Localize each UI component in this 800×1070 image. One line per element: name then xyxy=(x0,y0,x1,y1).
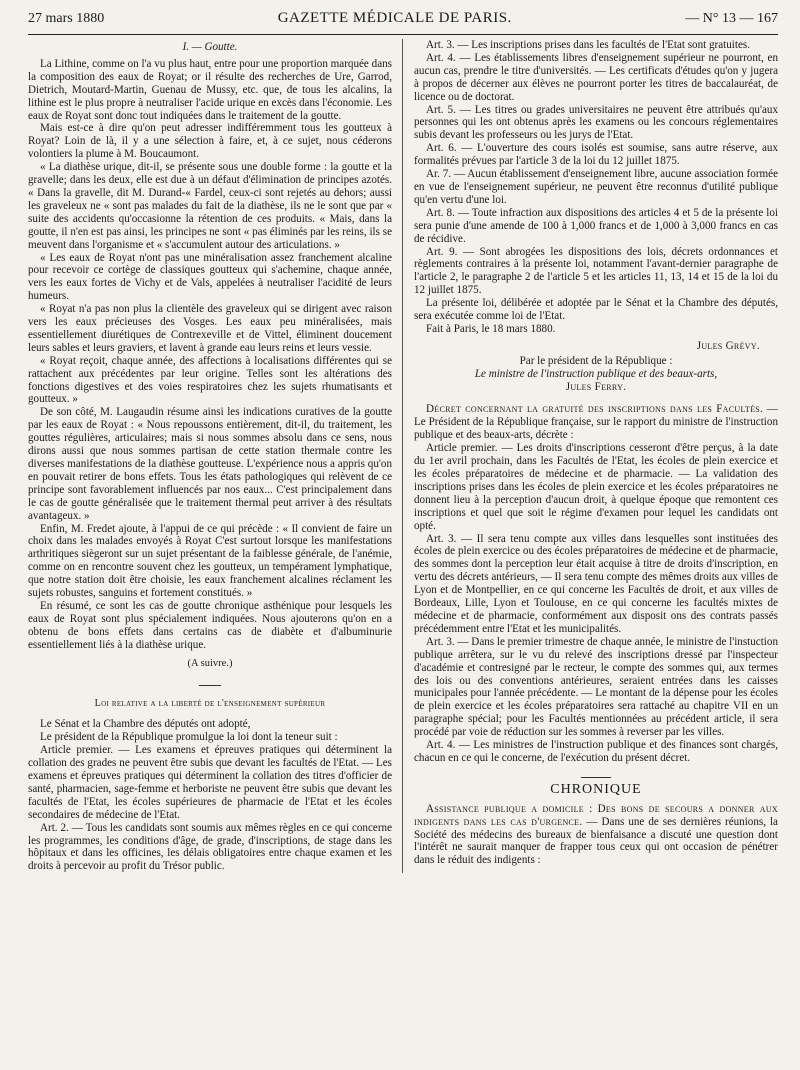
header-date: 27 mars 1880 xyxy=(28,11,105,26)
decree-title: Décret concernant la gratuité des inscriptions dans les Facultés. xyxy=(426,403,764,416)
law-date: Fait à Paris, le 18 mars 1880. xyxy=(426,322,556,335)
article-paragraph: Mais est-ce à dire qu'on peut adresser indifféremment tous les goutteux à Royat? Loin de là, il y a une sélection à faire, et, à ce sujet, nous céderons volontiers la plume à M. Boucaumont. xyxy=(28,122,392,161)
header-rule xyxy=(28,34,778,35)
article-paragraph: Enfin, M. Fredet ajoute, à l'appui de ce qui précède : « Il convient de faire un choix dans les malades envoyés à Royat C'est surtout lorsque les manifestations arthritiques siègeront sur un sujet présentant de la faiblesse générale, de l'anémie, comme on en rencontre souvent chez les goutteux, un tempérament lymphatique, que notre station doit être choisie, les eaux franchement alcalines réclament les sujets robustes, sanguins et fortement constitués. » xyxy=(28,522,392,600)
law-paragraph: Le Sénat et la Chambre des députés ont adopté, xyxy=(40,718,251,731)
law-article: Art. 6. — L'ouverture des cours isolés est soumise, sans autre réserve, aux formalités prévues par l'article 3 de la loi du 12 juillet 1875. xyxy=(414,142,778,168)
to-be-continued: (A suivre.) xyxy=(187,657,233,669)
minister-line: Le ministre de l'instruction publique et des beaux-arts, xyxy=(474,367,718,380)
decree-article: Art. 3. — Il sera tenu compte aux villes dans lesquelles sont instituées des écoles de plein exercice ou des écoles préparatoires de médecine et de pharmacie, des sommes dont la perception leur était acquise à titre de droits d'inscription, en vertu des décrets antérieurs, — Il sera tenu compte des mêmes droits aux villes de Lyon et de Montpellier, en ce qui concerne les Facultés de droit, et aux villes de Bordeaux, Lille, Lyon et Toulouse, en ce qui concerne les facultés mixtes de médecine et de pharmacie, conformément aux disposit ons des contrats passés précédemment entre l'Etat et les municipalités. xyxy=(414,532,778,635)
left-column xyxy=(28,39,403,873)
article-paragraph: « Royat reçoit, chaque année, des affections à localisations différentes qui se rattachent aux précédentes par leur origine. Telles sont les altérations des fonctions digestives et des voies respiratoires chez les sujets rhumatisants et goutteux. » xyxy=(28,354,392,406)
article-paragraph: En résumé, ce sont les cas de goutte chronique asthénique pour lesquels les eaux de Royat sont plus spécialement indiquées. Nous ajouterons qu'on en a obtenu de bons effets dans certains cas de diabète et d'albuminurie essentiellement liés à la diathèse urique. xyxy=(28,599,392,651)
article-paragraph: « Royat n'a pas non plus la clientèle des graveleux qui se dirigent avec raison vers les eaux précieuses des Vosges. Les eaux peu minéralisées, mais essentiellement diurétiques de Contrexeville et de Vittel, éliminent doucement leurs sables et leurs graviers, et lavent à grande eau leurs reins et leurs vessie. xyxy=(28,303,392,354)
header-page-number: — N° 13 — 167 xyxy=(685,11,778,26)
law-article: Art. 5. — Les titres ou grades universitaires ne peuvent être attribués qu'aux personnes qui les ont obtenus après les examens ou les concours réglementaires subis devant les professeurs ou les jurys de l'Etat. xyxy=(414,103,778,142)
law-paragraph: Le président de la République promulgue la loi dont la teneur suit : xyxy=(40,731,338,744)
article-paragraph: De son côté, M. Laugaudin résume ainsi les indications curatives de la goutte par les eaux de Royat : « Nous repoussons entièrement, dit-il, du traitement, les gouttes régulières, articulaires; mais si nous sommes absolu dans ce sens, nous dirons aussi que nous sommes partisan de cette station thermale contre les diverses manifestations de la diathèse goutteuse. L'expérience nous a appris qu'on en pouvait retirer de bons effets. Tous les états pathologiques qui relèvent de ce principe sont favorablement influencés par nos eaux... C'est principalement dans le cas de goutte généralisée que le traitement thermal peut arriver à des résultats avantageux. » xyxy=(28,406,392,522)
columns xyxy=(28,39,778,873)
signature-ferry: Jules Ferry. xyxy=(565,380,627,393)
chronique-heading: Assistance publique a domicile : Des bons de secours a donner aux indigents dans les cas d'urgence. xyxy=(414,802,778,828)
article-paragraph: « Les eaux de Royat n'ont pas une minéralisation assez franchement alcaline pour recevoir ce cortège de classiques goutteux qui s'achemine, chaque année, vers les eaux fortes de Vichy et de Vals, appelées à neutraliser l'acidité de leurs humeurs. xyxy=(28,251,392,303)
law-title: Loi relative a la liberté de l'enseignement supérieur xyxy=(94,697,326,709)
article-paragraph: La Lithine, comme on l'a vu plus haut, entre pour une proportion marquée dans la composition des eaux de Royat; or il résulte des recherches de Ure, Garrod, Dietrich, Moutard-Martin, Guenau de Mussy, etc. que, de tous les alcalins, la lithine est le plus propre à neutraliser l'acide urique en excès dans l'économie. Les eaux de Royat sont donc tout indiquées dans le traitement de la goutte. xyxy=(28,57,392,122)
decree-article: Art. 3. — Dans le premier trimestre de chaque année, le ministre de l'instuction publique arrêtera, sur le vu du relevé des inscriptions dressé par l'inspecteur d'académie et contresigné par le recteur, le compte des sommes qui, aux termes des lois ou des conventions antérieures, seraient entrées dans les caisses municipales pour l'année précédente. — Le montant de la dépense pour les écoles de plein exercice et les écoles préparatoires sera rattaché au chapitre VII en un paragraphe spécial; pour les Facultés mentionnées au précédent article, il sera procédé par voie de réduction sur les sommes à reverser par les villes. xyxy=(414,635,778,739)
article-paragraph: « La diathèse urique, dit-il, se présente sous une double forme : la goutte et la gravelle; dans les deux, elle est due à un défaut d'élimination de principes azotés. « Dans la gravelle, dit M. Durand-« Fardel, ceux-ci sont rejetés au dehors; aussi les graveleux ne « sont pas malades du fait de la diathèse, ils ne le sont que par « suite des accidents qu'occasionne la rétention de ces produits. « Mais, dans la goutte, il n'en est pas ainsi, les principes ne sont « pas éliminés par les reins, ils se meuvent dans l'organisme et « s'accumulent autour des articulations. » xyxy=(28,161,392,251)
by-line: Par le président de la République : xyxy=(519,354,673,367)
law-article: Art. 3. — Les inscriptions prises dans les facultés de l'Etat sont gratuites. xyxy=(426,39,750,51)
chronique-title: CHRONIQUE xyxy=(550,781,642,797)
decree-article: Art. 4. — Les ministres de l'instruction publique et des finances sont chargés, chacun en ce qui le concerne, de l'exécution du présent décret. xyxy=(414,739,778,764)
law-paragraph: Art. 2. — Tous les candidats sont soumis aux mêmes règles en ce qui concerne les programmes, les conditions d'âge, de grade, d'inscriptions, de stage dans les hôpitaux et dans les officines, les délais obligatoires entre chaque examen et les droits à percevoir au profit du Trésor public. xyxy=(28,821,392,873)
law-article: Art. 4. — Les établissements libres d'enseignement supérieur ne pourront, en aucun cas, prendre le titre d'universités. — Les certificats d'études qu'on y jugera à propos de décerner aux élèves ne pourront porter les titres de baccalauréat, de licence ou de doctorat. xyxy=(414,51,778,103)
law-paragraph: Article premier. — Les examens et épreuves pratiques qui déterminent la collation des grades ne peuvent être subis que devant les facultés de l'Etat. — Les examens et épreuves pratiques qui déterminent la collation des titres d'officier de santé, pharmacien, sage-femme et herboriste ne peuvent être subis que devant les facultés de l'Etat, les écoles supérieures de pharmacie de l'Etat et les écoles secondaires de médecine de l'Etat. xyxy=(28,744,392,821)
decree-article: Article premier. — Les droits d'inscriptions cesseront d'être perçus, à la date du 1er avril prochain, dans les Facultés de l'Etat, les écoles de plein exercice et les écoles préparatoires de médecine et de pharmacie. — La validation des inscriptions prises dans les écoles de plein exercice et les écoles préparatoires ne donnent lieu à la perception d'aucun droit, à quelque époque que remontent ces inscriptions et quel que soit le régime d'examen pour lequel les candidats ont opté. xyxy=(414,442,778,532)
section-heading-goutte: I. — Goutte. xyxy=(182,41,238,53)
section-divider xyxy=(581,777,611,778)
decree-intro: Décret concernant la gratuité des inscriptions dans les Facultés. — Le Président de la République française, sur le rapport du ministre de l'instruction publique et des beaux-arts, décrète : xyxy=(414,403,778,442)
law-article: Art. 8. — Toute infraction aux dispositions des articles 4 et 5 de la présente loi sera punie d'une amende de 100 à 1,000 francs et de 1,000 à 3,000 francs en cas de récidive. xyxy=(414,206,778,245)
chronique-paragraph: Assistance publique a domicile : Des bons de secours a donner aux indigents dans les cas d'urgence. — Dans une de ses dernières réunions, la Société des médecins des bureaux de bienfaisance a discuté une question dont l'intérêt ne saurait manquer de frapper tous ceux qui ont occasion de pénétrer dans le réduit des indigents : xyxy=(414,802,778,867)
section-divider xyxy=(199,685,221,686)
law-article: Art. 9. — Sont abrogées les dispositions des lois, décrets ordonnances et règlements contraires à la présente loi, notamment l'avant-dernier paragraphe de l'article 2, le paragraphe 2 de l'article 5 et les articles 11, 13, 14 et 15 de la loi du 12 juillet 1875. xyxy=(414,245,778,297)
header-title: GAZETTE MÉDICALE DE PARIS. xyxy=(277,10,512,26)
right-column xyxy=(403,39,778,873)
signature-grevy: Jules Grévy. xyxy=(696,339,760,352)
page-header xyxy=(28,10,778,30)
law-article: Ar. 7. — Aucun établissement d'enseignement libre, aucune association formée en vue de l'enseignement supérieur, ne peuvent être reconnus d'utilité publique qu'en vertu d'une loi. xyxy=(414,168,778,206)
law-article: La présente loi, délibérée et adoptée par le Sénat et la Chambre des députés, sera exécutée comme loi de l'Etat. xyxy=(414,297,778,323)
